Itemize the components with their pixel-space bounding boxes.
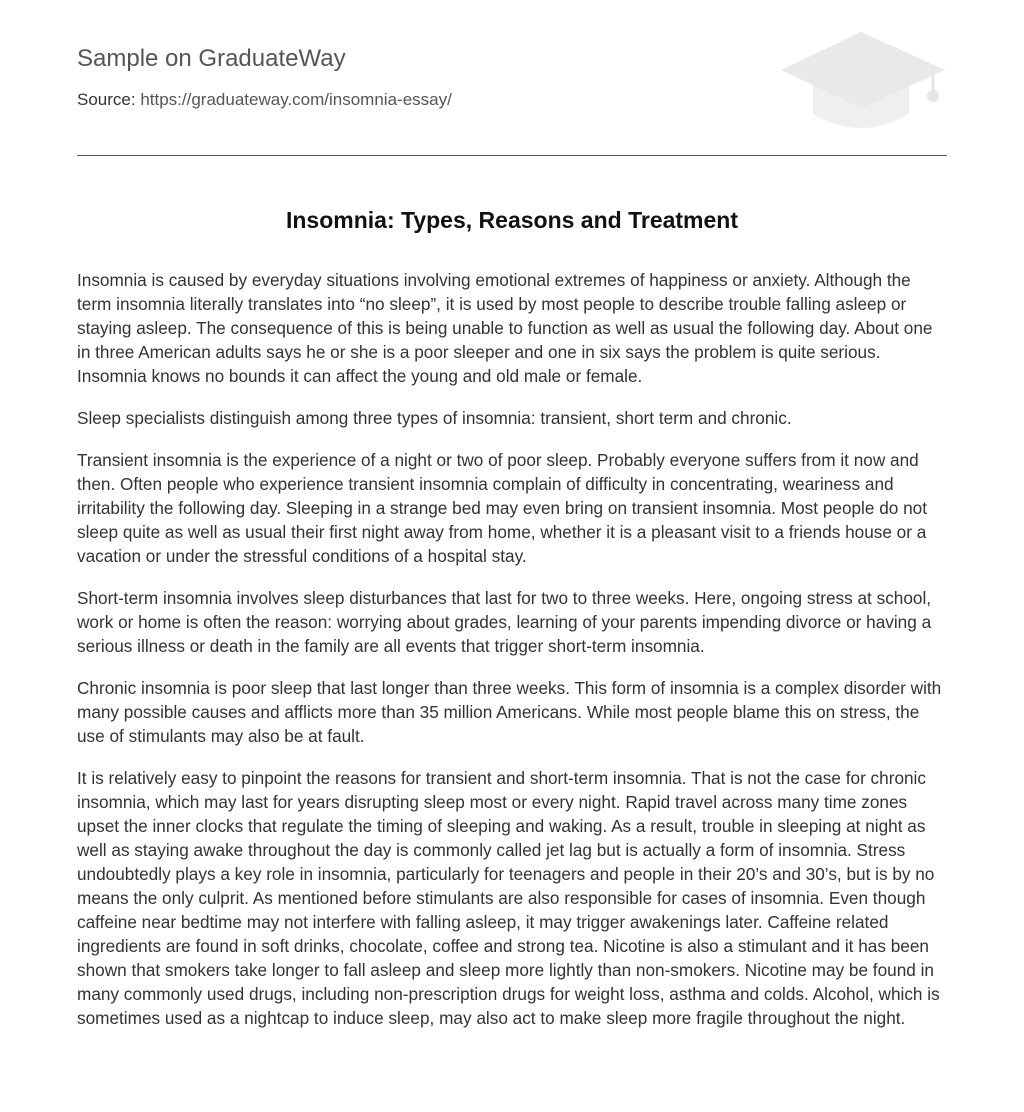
paragraph-4: Short-term insomnia involves sleep disturbances that last for two to three weeks. Here, ongoing stress at school, work or home is often the reason: worrying about grades, learning of your parents impending divorce or having a serious illness or death in the family are all events that trigger short-term insomnia. xyxy=(77,588,932,656)
paragraph-2: Sleep specialists distinguish among three types of insomnia: transient, short term and chronic. xyxy=(77,408,792,428)
paragraph-6: It is relatively easy to pinpoint the reasons for transient and short-term insomnia. That is not the case for chronic insomnia, which may last for years disrupting sleep most or every night. Rapid travel across many time zones upset the inner clocks that regulate the timing of sleeping and waking. As a result, trouble in sleeping at night as well as staying awake throughout the day is commonly called jet lag but is actually a form of insomnia. Stress undoubtedly plays a key role in insomnia, particularly for teenagers and people in their 20’s and 30’s, but is by no means the only culprit. As mentioned before stimulants are also responsible for cases of insomnia. Even though caffeine near bedtime may not interfere with falling asleep, it may trigger awakenings later. Caffeine related ingredients are found in soft drinks, chocolate, coffee and strong tea. Nicotine is also a stimulant and it has been shown that smokers take longer to fall asleep and sleep more lightly than non-smokers. Nicotine may be found in many commonly used drugs, including non-prescription drugs for weight loss, asthma and colds. Alcohol, which is sometimes used as a nightcap to induce sleep, may also act to make sleep more fragile throughout the night. xyxy=(77,768,940,1028)
page-header xyxy=(77,0,947,156)
site-brand: Sample on GraduateWay xyxy=(77,45,346,72)
article-body xyxy=(77,268,947,1048)
paragraph-3: Transient insomnia is the experience of a night or two of poor sleep. Probably everyone suffers from it now and then. Often people who experience transient insomnia complain of difficulty in concentrating, weariness and irritability the following day. Sleeping in a strange bed may even bring on transient insomnia. Most people do not sleep quite as well as usual their first night away from home, whether it is a pleasant visit to a friends house or a vacation or under the stressful conditions of a hospital stay. xyxy=(77,450,927,566)
graduation-cap-icon xyxy=(779,30,947,134)
paragraph-5: Chronic insomnia is poor sleep that last longer than three weeks. This form of insomnia is a complex disorder with many possible causes and afflicts more than 35 million Americans. While most people blame this on stress, the use of stimulants may also be at fault. xyxy=(77,678,942,746)
source-link[interactable]: https://graduateway.com/insomnia-essay/ xyxy=(140,90,452,109)
header-divider xyxy=(77,155,947,156)
article-title: Insomnia: Types, Reasons and Treatment xyxy=(285,207,739,233)
source-label: Source: xyxy=(77,90,136,109)
source-line xyxy=(77,89,452,111)
paragraph-1: Insomnia is caused by everyday situations involving emotional extremes of happiness or anxiety. Although the term insomnia literally translates into “no sleep”, it is used by most people to describe trouble falling asleep or staying asleep. The consequence of this is being unable to function as well as usual the following day. About one in three American adults says he or she is a poor sleeper and one in six says the problem is quite serious. Insomnia knows no bounds it can affect the young and old male or female. xyxy=(77,270,933,386)
